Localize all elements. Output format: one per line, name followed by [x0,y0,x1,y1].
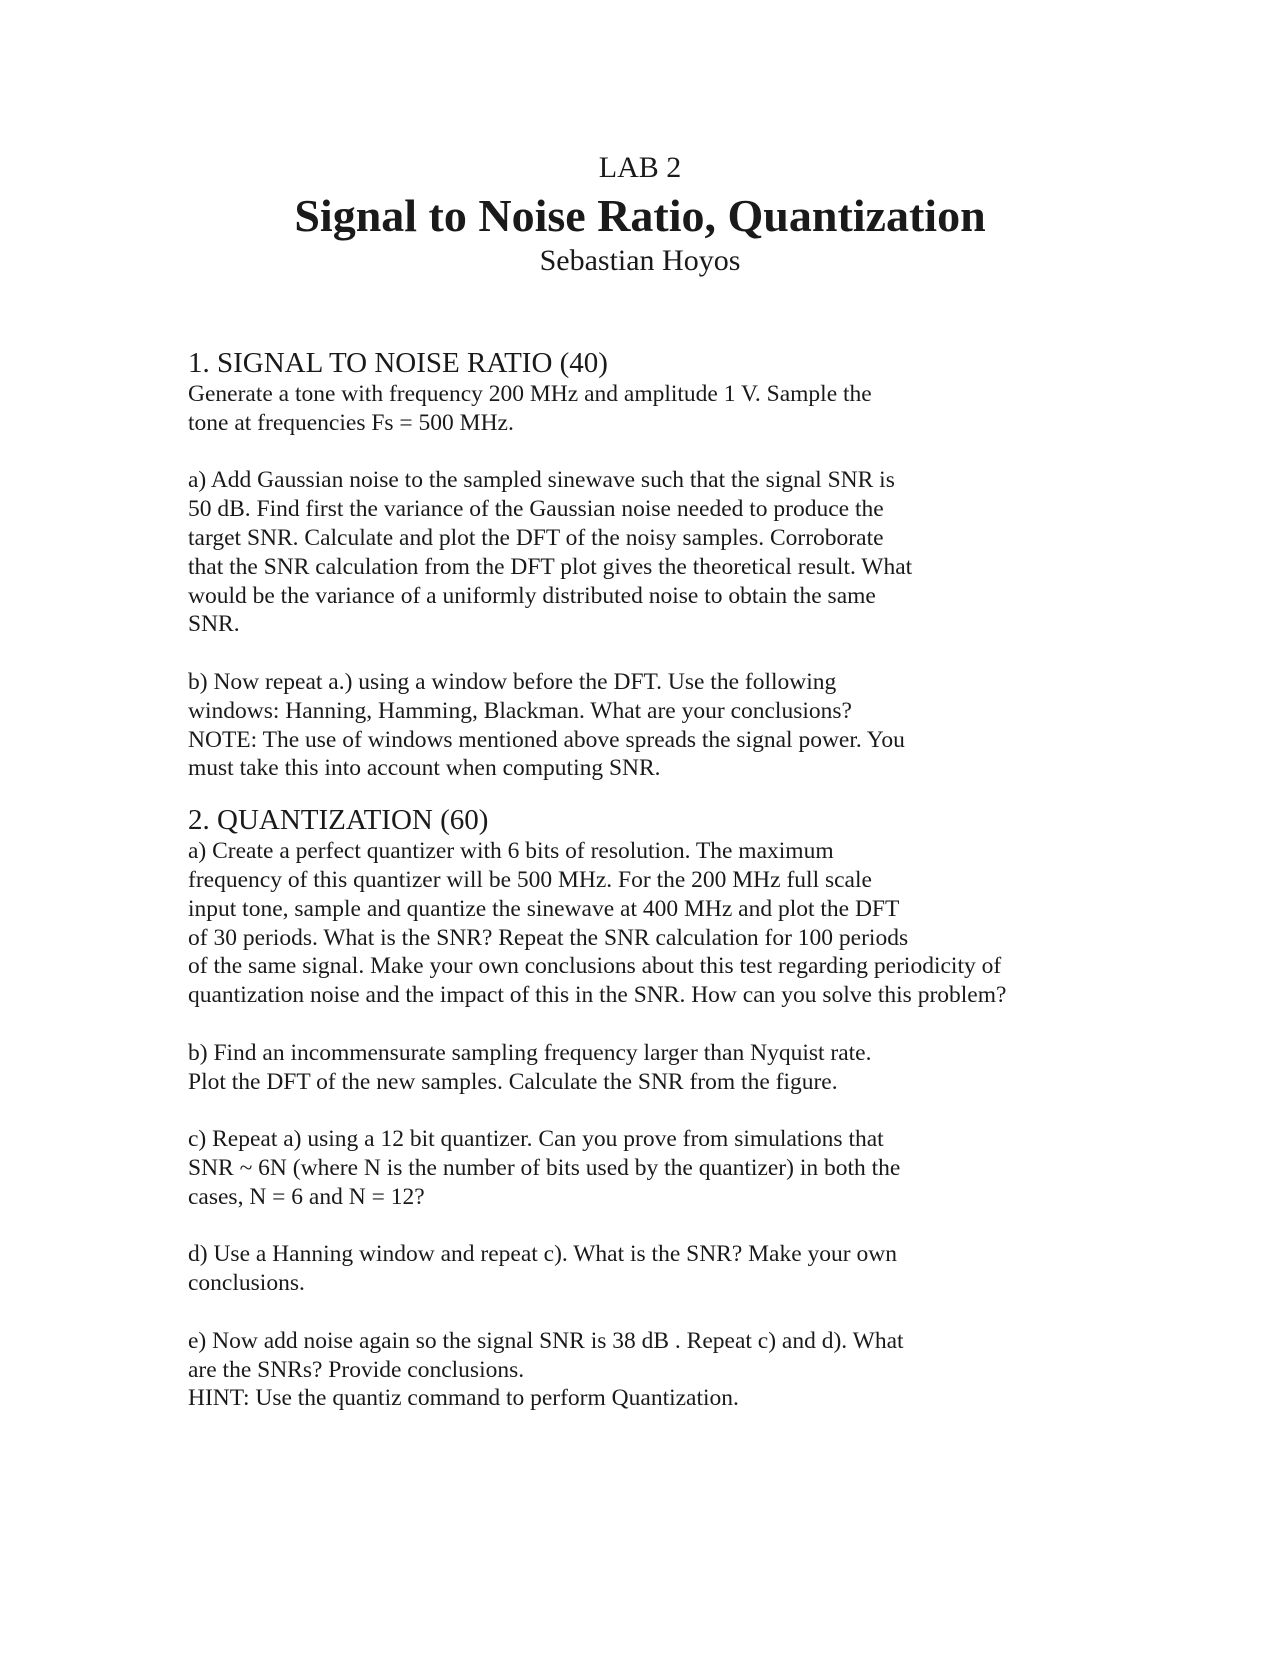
quant-part-c-paragraph: c) Repeat a) using a 12 bit quantizer. Can you prove from simulations that SNR ~ 6N (where N is the number of bits used by the quantizer) in both the cases, N = 6 and N = 12? [188,1126,901,1210]
snr-part-b-paragraph: b) Now repeat a.) using a window before the DFT. Use the following windows: Hanning, Hamming, Blackman. What are your conclusions? [188,668,852,724]
snr-note-paragraph: NOTE: The use of windows mentioned above spreads the signal power. You must take this into account when computing SNR. [188,726,905,782]
lab-label: LAB 2 [598,151,682,184]
quant-part-e-paragraph: e) Now add noise again so the signal SNR is 38 dB . Repeat c) and d). What are the SNRs? Provide conclusions. [188,1327,904,1383]
quant-part-a-paragraph: a) Create a perfect quantizer with 6 bits of resolution. The maximum frequency of this quantizer will be 500 MHz. For the 200 MHz full scale input tone, sample and quantize the sinewave at 400 MHz and plot the DFT of 30 periods. What is the SNR? Repeat the SNR calculation for 100 periods of the same signal. Make your own conclusions about this test regarding periodicity of quantization noise and the impact of this in the SNR. How can you solve this problem? [188,838,1007,1009]
section-heading-snr: 1. SIGNAL TO NOISE RATIO (40) [188,347,608,379]
section-snr [188,346,1228,783]
section-quantization [188,803,1228,1413]
quant-part-d-paragraph: d) Use a Hanning window and repeat c). What is the SNR? Make your own conclusions. [188,1241,897,1297]
document-body [188,346,1228,1413]
section-heading-quantization: 2. QUANTIZATION (60) [188,804,489,837]
snr-part-a-paragraph: a) Add Gaussian noise to the sampled sinewave such that the signal SNR is 50 dB. Find first the variance of the Gaussian noise needed to produce the target SNR. Calculate and plot the DFT of the noisy samples. Corroborate that the SNR calculation from the DFT plot gives the theoretical result. What would be the variance of a uniformly distributed noise to obtain the same SNR. [188,467,913,638]
snr-intro-paragraph: Generate a tone with frequency 200 MHz and amplitude 1 V. Sample the tone at frequencies Fs = 500 MHz. [188,381,872,436]
author-name: Sebastian Hoyos [539,244,741,277]
quant-part-b-paragraph: b) Find an incommensurate sampling frequency larger than Nyquist rate. Plot the DFT of the new samples. Calculate the SNR from the figure. [188,1039,872,1095]
quant-hint-paragraph: HINT: Use the quantiz command to perform Quantization. [188,1385,739,1412]
document-title: Signal to Noise Ratio, Quantization [294,190,986,241]
